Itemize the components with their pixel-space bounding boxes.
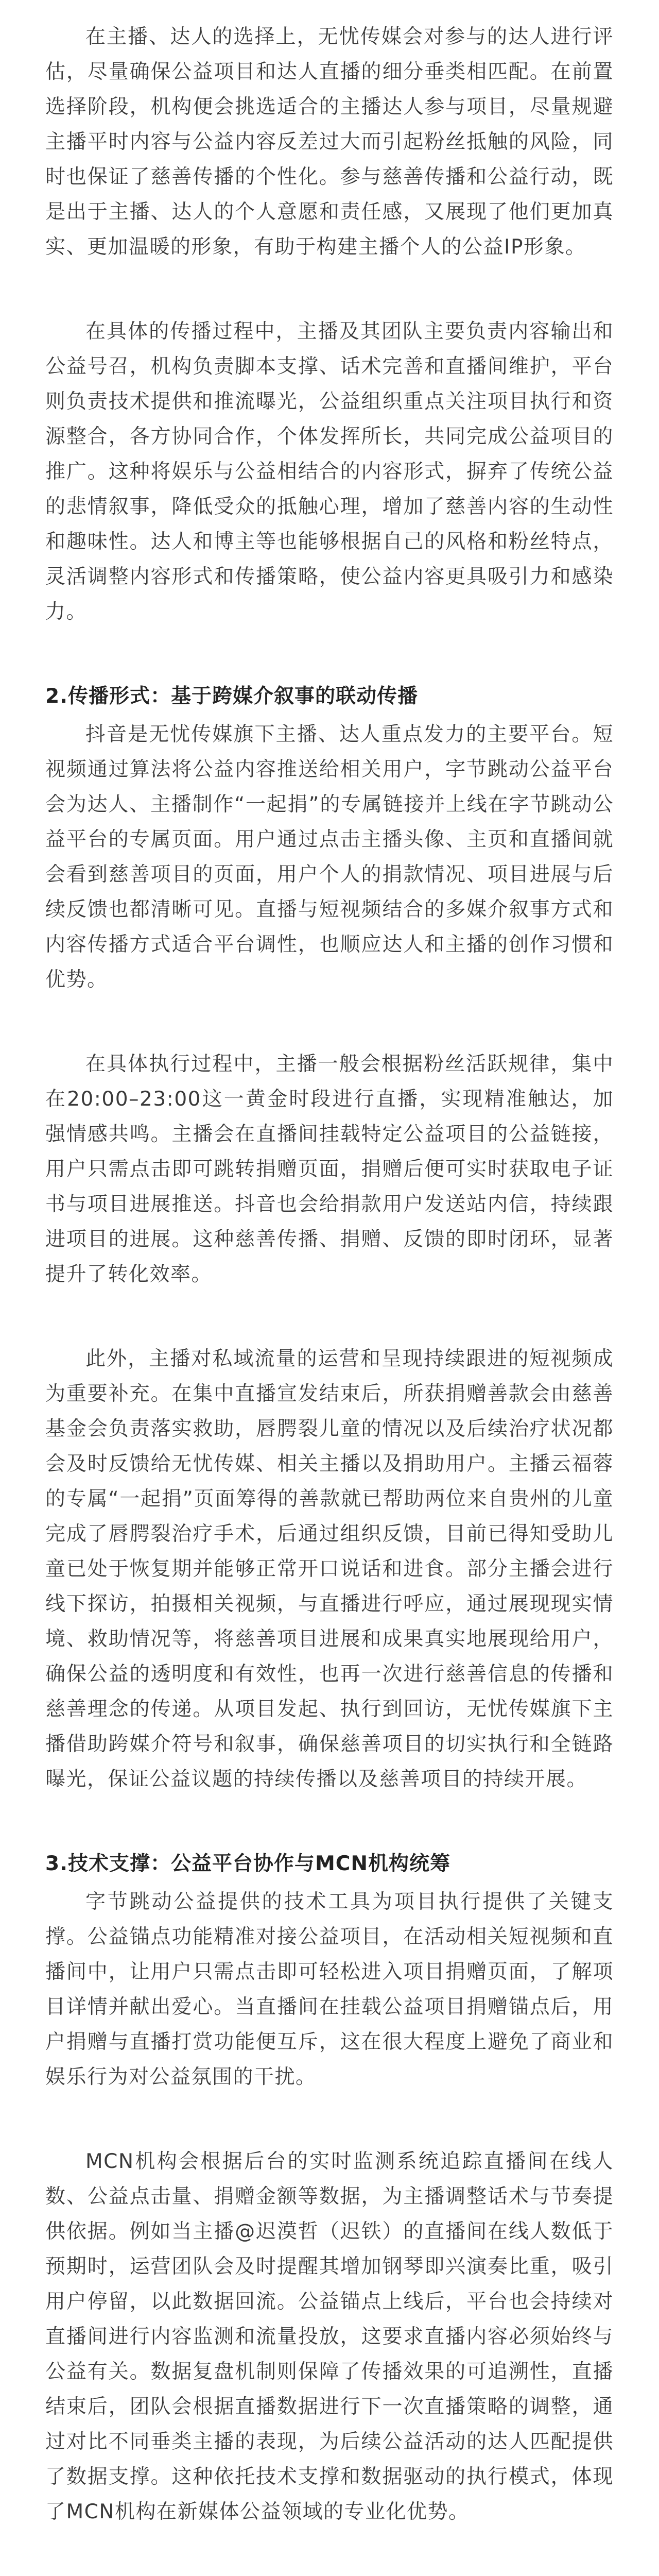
paragraph: 在主播、达人的选择上，无忧传媒会对参与的达人进行评估，尽量确保公益项目和达人直播的细分垂类相匹配。在前置选择阶段，机构便会挑选适合的主播达人参与项目，尽量规避主播平时内容与公益内容反差过大而引起粉丝抵触的风险，同时也保证了慈善传播的个性化。参与慈善传播和公益行动，既是出于主播、达人的个人意愿和责任感，又展现了他们更加真实、更加温暖的形象，有助于构建主播个人的公益IP形象。 xyxy=(45,25,614,259)
section-heading: 3.技术支撑：公益平台协作与MCN机构统筹 xyxy=(45,1852,451,1875)
paragraph: 在具体执行过程中，主播一般会根据粉丝活跃规律，集中在20:00–23:00这一黄金时段进行直播，实现精准触达，加强情感共鸣。主播会在直播间挂载特定公益项目的公益链接，用户只需点击即可跳转捐赠页面，捐赠后便可实时获取电子证书与项目进展推送。抖音也会给捐款用户发送站内信，持续跟进项目的进展。这种慈善传播、捐赠、反馈的即时闭环，显著提升了转化效率。 xyxy=(45,1053,614,1286)
paragraph: 字节跳动公益提供的技术工具为项目执行提供了关键支撑。公益锚点功能精准对接公益项目，在活动相关短视频和直播间中，让用户只需点击即可轻松进入项目捐赠页面，了解项目详情并献出爱心。当直播间在挂载公益项目捐赠锚点后，用户捐赠与直播打赏功能便互斥，这在很大程度上避免了商业和娱乐行为对公益氛围的干扰。 xyxy=(45,1890,614,2089)
paragraph: MCN机构会根据后台的实时监测系统追踪直播间在线人数、公益点击量、捐赠金额等数据，为主播调整话术与节奏提供依据。例如当主播@迟漠哲（迟铁）的直播间在线人数低于预期时，运营团队会及时提醒其增加钢琴即兴演奏比重，吸引用户停留，以此数据回流。公益锚点上线后，平台也会持续对直播间进行内容监测和流量投放，这要求直播内容必须始终与公益有关。数据复盘机制则保障了传播效果的可追溯性，直播结束后，团队会根据直播数据进行下一次直播策略的调整，通过对比不同垂类主播的表现，为后续公益活动的达人匹配提供了数据支撑。这种依托技术支撑和数据驱动的执行模式，体现了MCN机构在新媒体公益领域的专业化优势。 xyxy=(45,2150,614,2523)
paragraph: 抖音是无忧传媒旗下主播、达人重点发力的主要平台。短视频通过算法将公益内容推送给相关用户，字节跳动公益平台会为达人、主播制作“一起捐”的专属链接并上线在字节跳动公益平台的专属页面。用户通过点击主播头像、主页和直播间就会看到慈善项目的页面，用户个人的捐款情况、项目进展与后续反馈也都清晰可见。直播与短视频结合的多媒介叙事方式和内容传播方式适合平台调性，也顺应达人和主播的创作习惯和优势。 xyxy=(45,723,614,991)
paragraph: 此外，主播对私域流量的运营和呈现持续跟进的短视频成为重要补充。在集中直播宣发结束后，所获捐赠善款会由慈善基金会负责落实救助，唇腭裂儿童的情况以及后续治疗状况都会及时反馈给无忧传媒、相关主播以及捐助用户。主播云福蓉的专属“一起捐”页面筹得的善款就已帮助两位来自贵州的儿童完成了唇腭裂治疗手术，后通过组织反馈，目前已得知受助儿童已处于恢复期并能够正常开口说话和进食。部分主播会进行线下探访，拍摄相关视频，与直播进行呼应，通过展现现实情境、救助情况等，将慈善项目进展和成果真实地展现给用户，确保公益的透明度和有效性，也再一次进行慈善信息的传播和慈善理念的传递。从项目发起、执行到回访，无忧传媒旗下主播借助跨媒介符号和叙事，确保慈善项目的切实执行和全链路曝光，保证公益议题的持续传播以及慈善项目的持续开展。 xyxy=(45,1347,614,1791)
paragraph: 在具体的传播过程中，主播及其团队主要负责内容输出和公益号召，机构负责脚本支撑、话术完善和直播间维护，平台则负责技术提供和推流曝光，公益组织重点关注项目执行和资源整合，各方协同合作，个体发挥所长，共同完成公益项目的推广。这种将娱乐与公益相结合的内容形式，摒弃了传统公益的悲情叙事，降低受众的抵触心理，增加了慈善内容的生动性和趣味性。达人和博主等也能够根据自己的风格和粉丝特点，灵活调整内容形式和传播策略，使公益内容更具吸引力和感染力。 xyxy=(45,320,614,623)
section-heading: 2.传播形式：基于跨媒介叙事的联动传播 xyxy=(45,685,418,708)
